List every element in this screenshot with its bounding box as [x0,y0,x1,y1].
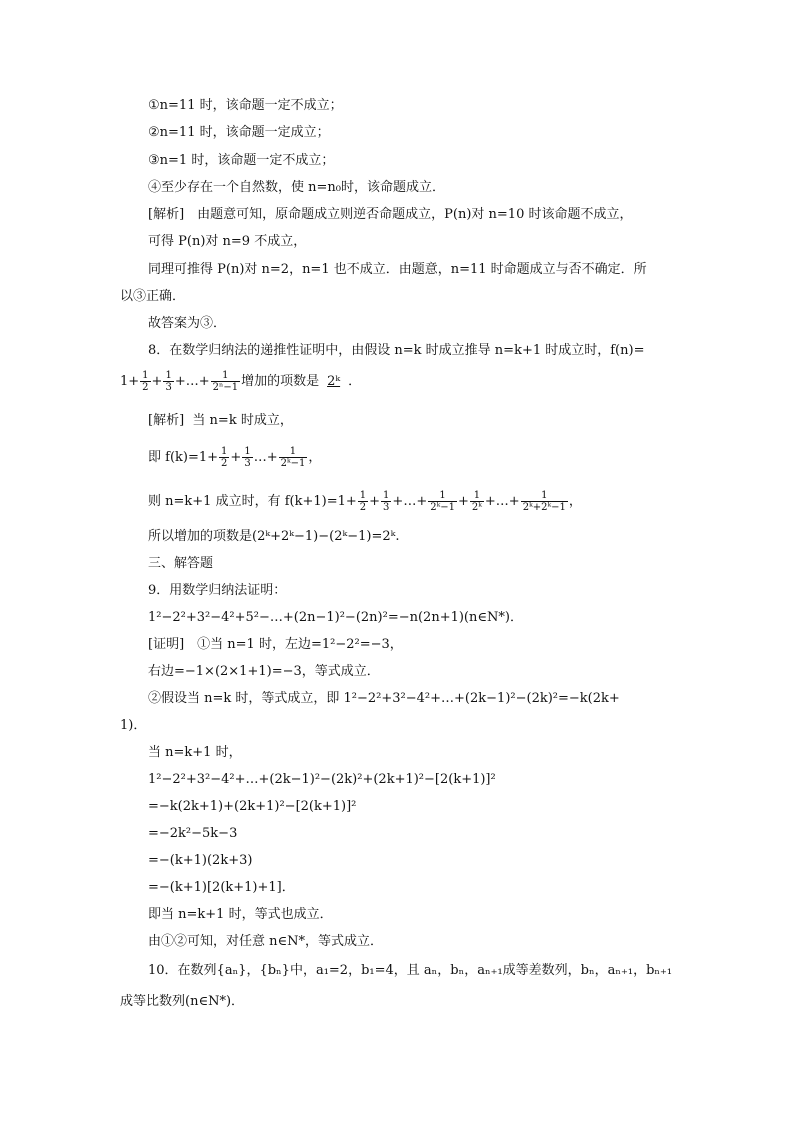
option-3: ③n=1 时，该命题一定不成立； [148,153,335,168]
proof-line: 1²−2²+3²−4²+…+(2k−1)²−(2k)²+(2k+1)²−[2(k+1)]² [148,772,496,787]
formula-text: ， [308,450,322,465]
fraction-denominator: 2 [221,458,228,469]
fraction-numerator: 1 [541,490,548,501]
formula-text: 1+ [120,374,140,389]
fraction-denominator: 2ᵏ+2ᵏ−1 [522,502,566,513]
formula-text: +…+ [484,494,520,509]
fraction-denominator: 2 [142,382,149,393]
solution-8-line-3 [148,490,582,513]
fraction [163,370,173,393]
text-line: 同理可推得 P(n)对 n=2，n=1 也不成立．由题意，n=11 时命题成立与否不确定．所 [148,262,647,277]
option-1: ①n=11 时，该命题一定不成立； [148,98,343,113]
question-8-formula [120,370,361,393]
fraction-numerator: 1 [473,490,481,501]
text-line: 可得 P(n)对 n=9 不成立， [148,234,307,249]
proof-line: =−(k+1)(2k+3) [148,853,253,868]
proof-line: =−2k²−5k−3 [148,826,238,841]
fraction [521,490,568,513]
proof-line: 当 n=k+1 时， [148,745,242,760]
fraction [279,446,308,469]
text: 当 n=k 时成立， [192,413,293,428]
fraction-denominator: 2ⁿ−1 [212,382,239,393]
fraction-numerator: 1 [222,370,229,381]
answer-blank: 2ᵏ [327,374,341,389]
proof-line: =−(k+1)[2(k+1)+1]． [148,880,295,895]
formula-text: +…+ [174,374,210,389]
fraction-denominator: 2ᵏ [471,502,482,513]
fraction-numerator: 1 [142,370,149,381]
fraction [428,490,457,513]
fraction [242,446,252,469]
proof-line: 右边=−1×(2×1+1)=−3，等式成立． [148,664,380,679]
formula-text: + [151,374,163,389]
fraction-numerator: 1 [244,446,251,457]
fraction-denominator: 2ᵏ−1 [430,502,455,513]
proof-conclusion: 由①②可知，对任意 n∈N*，等式成立． [148,934,384,949]
solution-8-line-1 [148,412,293,430]
fraction-denominator: 3 [244,458,251,469]
formula-text: 增加的项数是 [241,374,320,389]
fraction-numerator: 1 [289,446,297,457]
option-2: ②n=11 时，该命题一定成立； [148,125,330,140]
fraction [211,370,240,393]
analysis-tag: [解析] [148,413,185,428]
fraction-numerator: 1 [359,490,367,501]
answer-line: 故答案为③． [148,316,227,331]
fraction-numerator: 1 [439,490,446,501]
solution-8-line-4: 所以增加的项数是(2ᵏ+2ᵏ−1)−(2ᵏ−1)=2ᵏ. [148,529,400,544]
question-10: 10．在数列{aₙ}，{bₙ}中，a₁=2，b₁=4，且 aₙ，bₙ，aₙ₊₁成等差数列，bₙ，aₙ₊₁，bₙ₊₁ [148,963,673,978]
option-4: ④至少存在一个自然数，使 n=n₀时，该命题成立． [148,180,445,195]
formula-text: 则 n=k+1 成立时，有 f(k+1)=1+ [148,494,357,509]
question-10-cont: 成等比数列(n∈N*)． [120,994,245,1009]
proof-line: ②假设当 n=k 时，等式成立，即 1²−2²+3²−4²+…+(2k−1)²−(2k)²=−k(2k+ [148,691,620,706]
formula-text: ． [348,374,362,389]
proof-line: 即当 n=k+1 时，等式也成立． [148,907,333,922]
fraction-numerator: 1 [221,446,228,457]
fraction-denominator: 2 [359,502,367,513]
fraction [219,446,229,469]
formula-text: + [457,494,469,509]
fraction-numerator: 1 [383,490,390,501]
solution-8-line-2 [148,446,321,469]
analysis-line: [解析] 由题意可知，原命题成立则逆否命题成立，P(n)对 n=10 时该命题不成立， [148,207,633,222]
formula-text: + [369,494,381,509]
section-heading: 三、解答题 [148,556,214,571]
question-9: 9．用数学归纳法证明： [148,583,287,598]
formula-text: 即 f(k)=1+ [148,450,219,465]
formula-line: 1²−2²+3²−4²+5²−…+(2n−1)²−(2n)²=−n(2n+1)(n∈N*)． [148,610,523,625]
question-8: 8．在数学归纳法的递推性证明中，由假设 n=k 时成立推导 n=k+1 时成立时，f(n)= [148,343,645,358]
fraction [381,490,391,513]
fraction [140,370,150,393]
fraction-denominator: 2ᵏ−1 [280,458,306,469]
formula-text: + [230,450,242,465]
formula-text: …+ [253,450,278,465]
fraction-denominator: 3 [165,382,172,393]
fraction-denominator: 3 [383,502,390,513]
proof-line: [证明] ①当 n=1 时，左边=1²−2²=−3， [148,637,403,652]
proof-line: 1)． [120,718,147,733]
fraction-numerator: 1 [165,370,172,381]
fraction [358,490,368,513]
formula-text: ， [568,494,582,509]
text-line: 以③正确． [120,289,186,304]
proof-line: =−k(2k+1)+(2k+1)²−[2(k+1)]² [148,799,357,814]
fraction [470,490,484,513]
formula-text: +…+ [392,494,428,509]
